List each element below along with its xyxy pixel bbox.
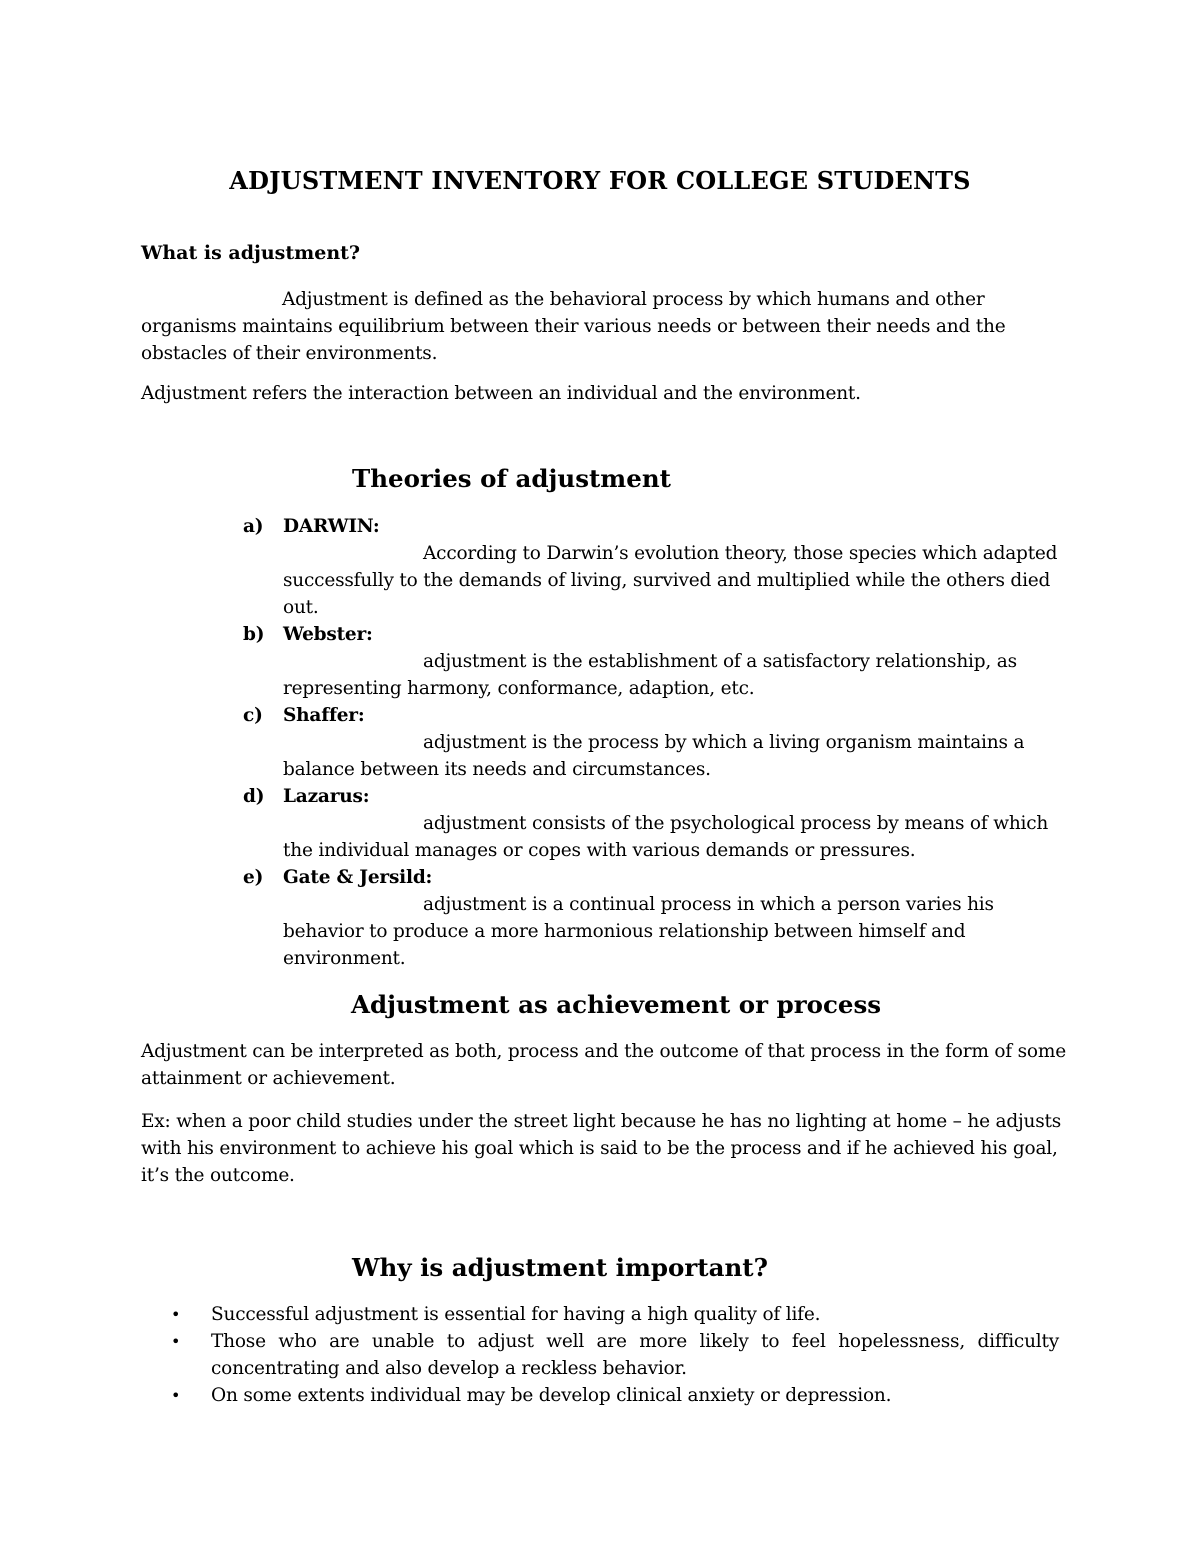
theories-list (243, 513, 1063, 972)
theory-name: Webster: (283, 624, 373, 645)
theory-letter: e) (243, 867, 264, 888)
achievement-heading: Adjustment as achievement or process (351, 990, 882, 1019)
importance-bullet-list (171, 1301, 1059, 1409)
bullet-item (171, 1328, 1059, 1382)
theory-letter: d) (243, 786, 265, 807)
theory-name: Gate & Jersild: (283, 867, 433, 888)
interaction-paragraph: Adjustment refers the interaction between an individual and the environment. (141, 383, 861, 404)
theory-letter: c) (243, 705, 263, 726)
document-title: ADJUSTMENT INVENTORY FOR COLLEGE STUDENTS (229, 166, 971, 195)
bullet-item (171, 1382, 1059, 1409)
theory-text: adjustment is the establishment of a satisfactory relationship, as representing harmony, conformance, adaption, etc. (283, 651, 1017, 699)
bullet-text: Successful adjustment is essential for having a high quality of life. (211, 1304, 821, 1325)
theory-text: According to Darwin’s evolution theory, those species which adapted successfully to the demands of living, survived and multiplied while the others died out. (283, 543, 1058, 618)
theory-text: adjustment is the process by which a living organism maintains a balance between its needs and circumstances. (283, 732, 1025, 780)
definition-paragraph: Adjustment is defined as the behavioral process by which humans and other organisms maintains equilibrium between their various needs or between their needs and the obstacles of their environments. (141, 289, 1006, 364)
theory-letter: a) (243, 516, 264, 537)
theory-text: adjustment consists of the psychological process by means of which the individual manages or copes with various demands or pressures. (283, 813, 1049, 861)
theory-name: Shaffer: (283, 705, 365, 726)
example-paragraph: Ex: when a poor child studies under the street light because he has no lighting at home – he adjusts with his environment to achieve his goal which is said to be the process and if he achieved his goal, it’s the outcome. (141, 1111, 1062, 1186)
bullet-icon: • (171, 1386, 181, 1405)
theory-name: Lazarus: (283, 786, 370, 807)
bullet-text: On some extents individual may be develop clinical anxiety or depression. (211, 1385, 892, 1406)
bullet-icon: • (171, 1332, 181, 1351)
theory-letter: b) (243, 624, 265, 645)
theory-item-darwin (243, 513, 1063, 621)
bullet-item (171, 1301, 1059, 1328)
theories-heading: Theories of adjustment (352, 464, 671, 493)
theory-item-lazarus (243, 783, 1063, 864)
achievement-paragraph: Adjustment can be interpreted as both, process and the outcome of that process in the form of some attainment or achievement. (141, 1041, 1066, 1089)
theory-item-webster (243, 621, 1063, 702)
theory-item-shaffer (243, 702, 1063, 783)
theory-name: DARWIN: (283, 516, 380, 537)
bullet-text: Those who are unable to adjust well are more likely to feel hopelessness, difficulty concentrating and also develop a reckless behavior. (211, 1331, 1059, 1379)
what-is-adjustment-heading: What is adjustment? (141, 242, 361, 264)
bullet-icon: • (171, 1305, 181, 1324)
theory-item-gate-jersild (243, 864, 1063, 972)
why-important-heading: Why is adjustment important? (352, 1253, 768, 1282)
theory-text: adjustment is a continual process in which a person varies his behavior to produce a more harmonious relationship between himself and environment. (283, 894, 994, 969)
